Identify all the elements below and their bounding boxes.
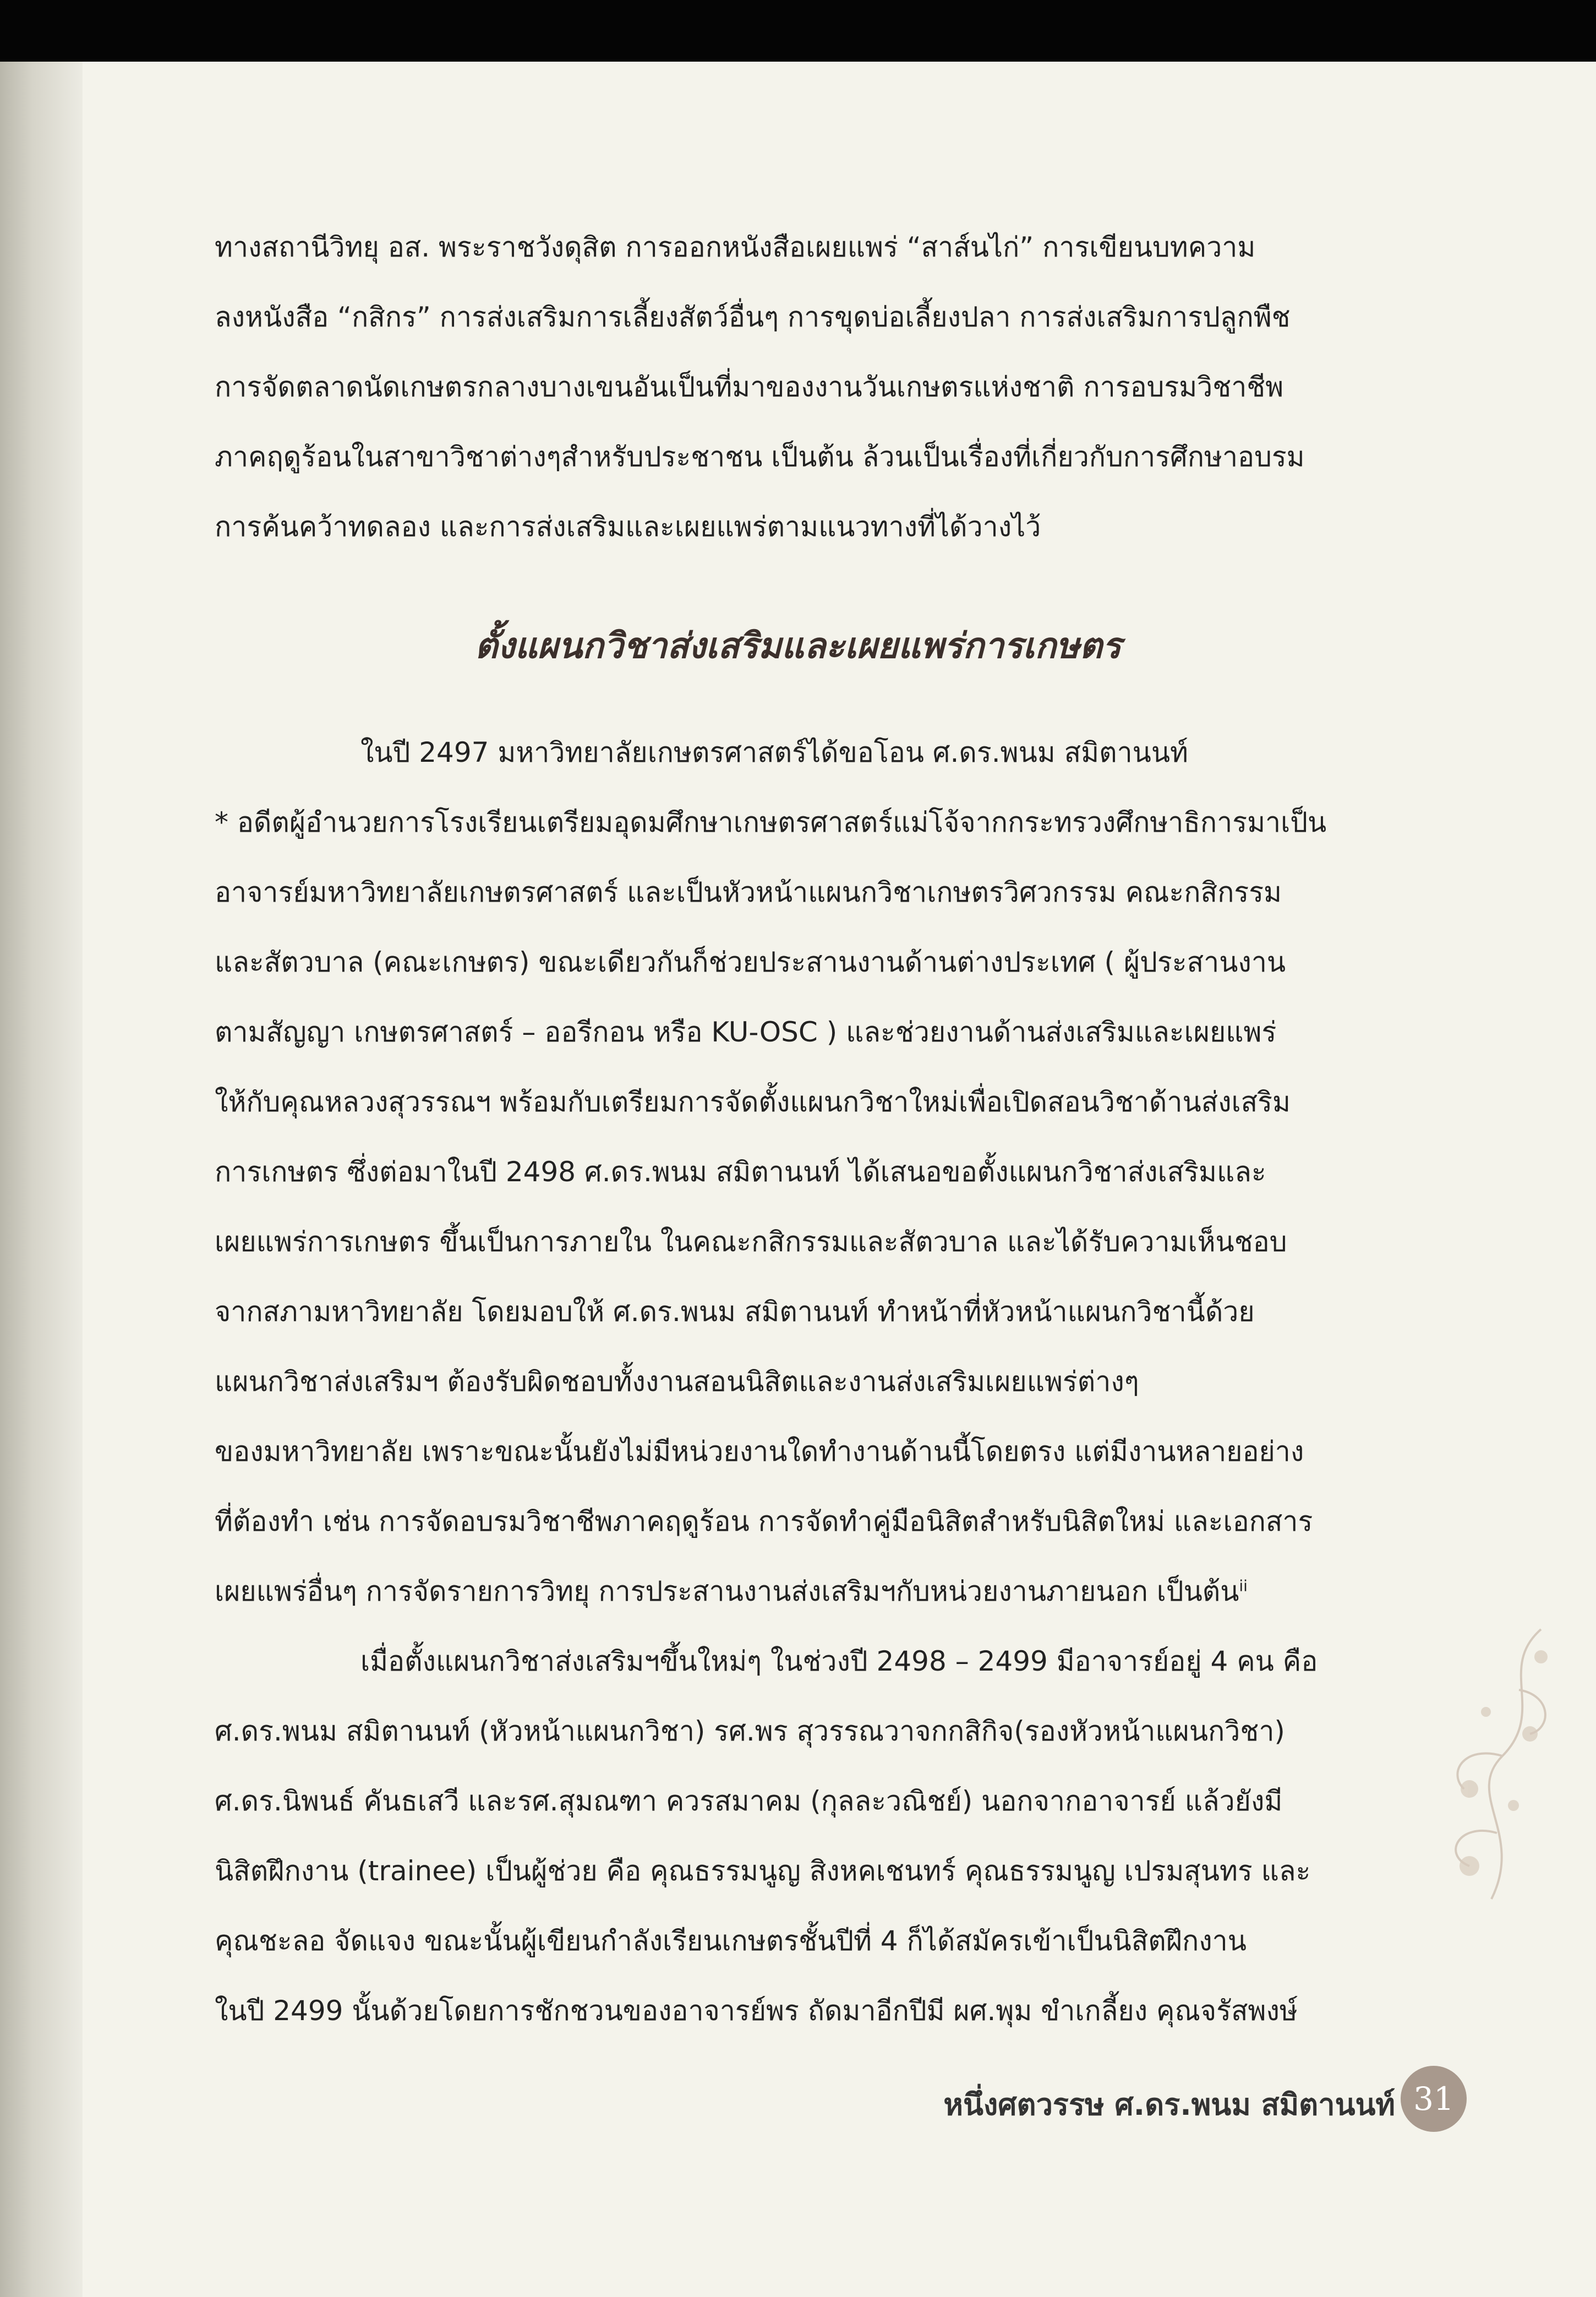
body-text-line: เผยแพร่การเกษตร ขึ้นเป็นการภายใน ในคณะกสิกรรมและสัตวบาล และได้รับความเห็นชอบ [215, 1226, 1287, 1258]
body-text-line: การจัดตลาดนัดเกษตรกลางบางเขนอันเป็นที่มาของงานวันเกษตรแห่งชาติ การอบรมวิชาชีพ [215, 371, 1284, 403]
body-text-line: อาจารย์มหาวิทยาลัยเกษตรศาสตร์ และเป็นหัวหน้าแผนกวิชาเกษตรวิศวกรรม คณะกสิกรรม [215, 876, 1282, 908]
body-text-line: จากสภามหาวิทยาลัย โดยมอบให้ ศ.ดร.พนม สมิตานนท์ ทำหน้าที่หัวหน้าแผนกวิชานี้ด้วย [215, 1296, 1255, 1328]
body-text-line: คุณชะลอ จัดแจง ขณะนั้นผู้เขียนกำลังเรียนเกษตรชั้นปีที่ 4 ก็ได้สมัครเข้าเป็นนิสิตฝึกงาน [215, 1925, 1247, 1957]
body-text-line: ลงหนังสือ “กสิกร” การส่งเสริมการเลี้ยงสัตว์อื่นๆ การขุดบ่อเลี้ยงปลา การส่งเสริมการปลูกพืช [215, 301, 1291, 333]
body-text-line: แผนกวิชาส่งเสริมฯ ต้องรับผิดชอบทั้งงานสอนนิสิตและงานส่งเสริมเผยแพร่ต่างๆ [215, 1366, 1139, 1398]
body-text-line: เมื่อตั้งแผนกวิชาส่งเสริมฯขึ้นใหม่ๆ ในช่วงปี 2498 – 2499 มีอาจารย์อยู่ 4 คน คือ [360, 1645, 1318, 1677]
page-number-badge: 31 [1401, 2066, 1467, 2132]
footnote-marker: ii [1239, 1576, 1248, 1595]
section-heading: ตั้งแผนกวิชาส่งเสริมและเผยแพร่การเกษตร [474, 625, 1122, 667]
body-text-line: นิสิตฝึกงาน (trainee) เป็นผู้ช่วย คือ คุณธรรมนูญ สิงหคเชนทร์ คุณธรรมนูญ เปรมสุนทร และ [215, 1855, 1311, 1887]
body-text-line: การเกษตร ซึ่งต่อมาในปี 2498 ศ.ดร.พนม สมิตานนท์ ได้เสนอขอตั้งแผนกวิชาส่งเสริมและ [215, 1156, 1266, 1188]
running-footer-title: หนึ่งศตวรรษ ศ.ดร.พนม สมิตานนท์ [943, 2087, 1395, 2122]
body-text-line: ภาคฤดูร้อนในสาขาวิชาต่างๆสำหรับประชาชน เป็นต้น ล้วนเป็นเรื่องที่เกี่ยวกับการศึกษาอบรม [215, 441, 1305, 473]
body-text-line: ศ.ดร.นิพนธ์ คันธเสวี และรศ.สุมณฑา ควรสมาคม (กุลละวณิชย์) นอกจากอาจารย์ แล้วยังมี [215, 1785, 1283, 1817]
body-text-line: ในปี 2499 นั้นด้วยโดยการชักชวนของอาจารย์พร ถัดมาอีกปีมี ผศ.พุม ขำเกลี้ยง คุณจรัสพงษ์ [215, 1995, 1298, 2027]
body-text-line: ทางสถานีวิทยุ อส. พระราชวังดุสิต การออกหนังสือเผยแพร่ “สาส์นไก่” การเขียนบทความ [215, 231, 1256, 263]
body-text-line: ของมหาวิทยาลัย เพราะขณะนั้นยังไม่มีหน่วยงานใดทำงานด้านนี้โดยตรง แต่มีงานหลายอย่าง [215, 1436, 1304, 1467]
body-text-line: ศ.ดร.พนม สมิตานนท์ (หัวหน้าแผนกวิชา) รศ.พร สุวรรณวาจกกสิกิจ(รองหัวหน้าแผนกวิชา) [215, 1715, 1285, 1747]
body-text-line: ที่ต้องทำ เช่น การจัดอบรมวิชาชีพภาคฤดูร้อน การจัดทำคู่มือนิสิตสำหรับนิสิตใหม่ และเอกสาร [215, 1505, 1313, 1537]
book-spine-shadow [0, 62, 83, 2297]
body-text: เผยแพร่อื่นๆ การจัดรายการวิทยุ การประสานงานส่งเสริมฯกับหน่วยงานภายนอก เป็นต้น [215, 1575, 1239, 1607]
body-text-line: การค้นคว้าทดลอง และการส่งเสริมและเผยแพร่ตามแนวทางที่ได้วางไว้ [215, 511, 1041, 543]
body-text-line: และสัตวบาล (คณะเกษตร) ขณะเดียวกันก็ช่วยประสานงานด้านต่างประเทศ ( ผู้ประสานงาน [215, 946, 1286, 978]
body-text-line: ตามสัญญา เกษตรศาสตร์ – ออรีกอน หรือ KU-OSC ) และช่วยงานด้านส่งเสริมและเผยแพร่ [215, 1016, 1277, 1048]
body-text-line: ในปี 2497 มหาวิทยาลัยเกษตรศาสตร์ได้ขอโอน ศ.ดร.พนม สมิตานนท์ [360, 736, 1188, 768]
body-text-line: * อดีตผู้อำนวยการโรงเรียนเตรียมอุดมศึกษาเกษตรศาสตร์แม่โจ้จากกระทรวงศึกษาธิการมาเป็น [215, 806, 1327, 838]
body-text-line [215, 1572, 1464, 1611]
scan-top-border [0, 0, 1596, 62]
body-text-line: ให้กับคุณหลวงสุวรรณฯ พร้อมกับเตรียมการจัดตั้งแผนกวิชาใหม่เพื่อเปิดสอนวิชาด้านส่งเสริม [215, 1086, 1291, 1118]
